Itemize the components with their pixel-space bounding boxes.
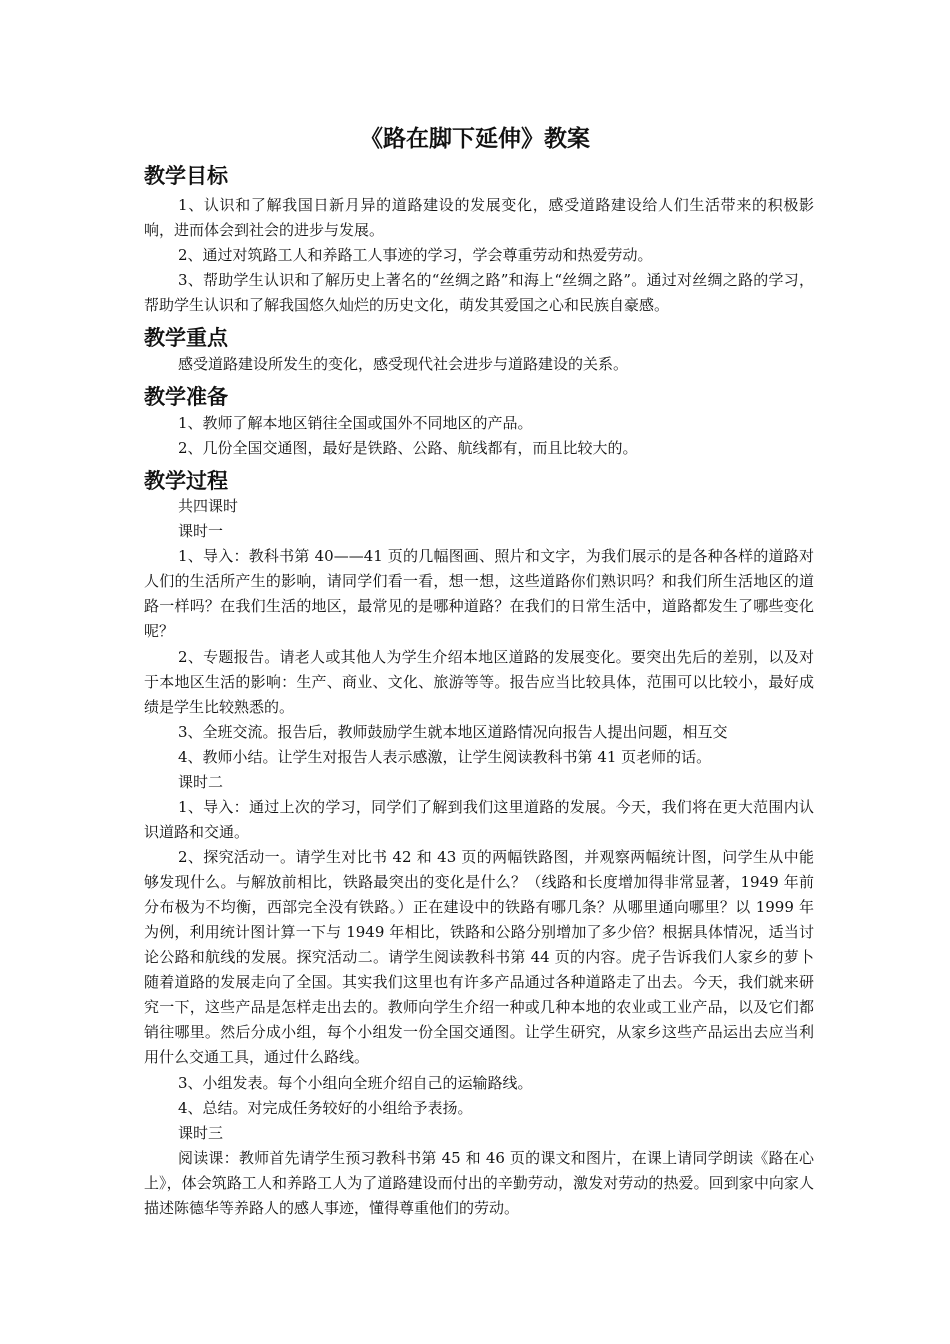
focus-item-1: 感受道路建设所发生的变化，感受现代社会进步与道路建设的关系。 — [178, 355, 629, 373]
heading-focus: 教学重点 — [144, 326, 228, 350]
heading-process: 教学过程 — [144, 469, 228, 493]
prep-item-2: 2、几份全国交通图，最好是铁路、公路、航线都有，而且比较大的。 — [178, 439, 638, 457]
process-item-1: 共四课时 — [178, 497, 239, 515]
goals-item-3: 3、帮助学生认识和了解历史上著名的“丝绸之路”和海上“丝绸之路”。通过对丝绸之路的学习，帮助学生认识和了解我国悠久灿烂的历史文化，萌发其爱国之心和民族自豪感。 — [144, 271, 814, 314]
heading-goals: 教学目标 — [144, 164, 228, 188]
process-item-4: 2、专题报告。请老人或其他人为学生介绍本地区道路的发展变化。要突出先后的差别，以及对于本地区生活的影响：生产、商业、文化、旅游等等。报告应当比较具体，范围可以比较小，最好成绩是学生比较熟悉的。 — [144, 648, 814, 716]
process-item-13: 阅读课：教师首先请学生预习教科书第 45 和 46 页的课文和图片，在课上请同学朗读《路在心上》，体会筑路工人和养路工人为了道路建设而付出的辛勤劳动，激发对劳动的热爱。回到家中向家人描述陈德华等养路人的感人事迹，懂得尊重他们的劳动。 — [144, 1149, 814, 1217]
heading-prep: 教学准备 — [144, 385, 228, 409]
process-item-12: 课时三 — [178, 1124, 224, 1142]
process-item-11: 4、总结。对完成任务较好的小组给予表扬。 — [178, 1099, 473, 1117]
goals-item-1: 1、认识和了解我国日新月异的道路建设的发展变化，感受道路建设给人们生活带来的积极影响，进而体会到社会的进步与发展。 — [144, 196, 814, 239]
goals-item-2: 2、通过对筑路工人和养路工人事迹的学习，学会尊重劳动和热爱劳动。 — [178, 246, 653, 264]
document-title: 《路在脚下延伸》教案 — [360, 126, 590, 152]
process-item-9: 2、探究活动一。请学生对比书 42 和 43 页的两幅铁路图，并观察两幅统计图，问学生从中能够发现什么。与解放前相比，铁路最突出的变化是什么？（线路和长度增加得非常显著，1949 年前分布极为不均衡，西部完全没有铁路。）正在建设中的铁路有哪几条？从哪里通向哪里？以 1999 年为例，利用统计图计算一下与 1949 年相比，铁路和公路分别增加了多少倍？根据具体情况，适当讨论公路和航线的发展。探究活动二。请学生阅读教科书第 44 页的内容。虎子告诉我们人家乡的萝卜随着道路的发展走向了全国。其实我们这里也有许多产品通过各种道路走了出去。今天，我们就来研究一下，这些产品是怎样走出去的。教师向学生介绍一种或几种本地的农业或工业产品，以及它们都销往哪里。然后分成小组，每个小组发一份全国交通图。让学生研究，从家乡这些产品运出去应当利用什么交通工具，通过什么路线。 — [144, 848, 814, 1066]
process-item-6: 4、教师小结。让学生对报告人表示感激，让学生阅读教科书第 41 页老师的话。 — [178, 748, 712, 766]
process-item-8: 1、导入：通过上次的学习，同学们了解到我们这里道路的发展。今天，我们将在更大范围内认识道路和交通。 — [144, 798, 814, 841]
process-item-5: 3、全班交流。报告后，教师鼓励学生就本地区道路情况向报告人提出问题，相互交 — [178, 723, 728, 741]
process-item-7: 课时二 — [178, 773, 224, 791]
process-item-3: 1、导入：教科书第 40——41 页的几幅图画、照片和文字，为我们展示的是各种各样的道路对人们的生活所产生的影响，请同学们看一看，想一想，这些道路你们熟识吗？和我们所生活地区的道路一样吗？在我们生活的地区，最常见的是哪种道路？在我们的日常生活中，道路都发生了哪些变化呢？ — [144, 547, 814, 640]
process-item-2: 课时一 — [178, 522, 224, 540]
process-item-10: 3、小组发表。每个小组向全班介绍自己的运输路线。 — [178, 1074, 533, 1092]
prep-item-1: 1、教师了解本地区销往全国或国外不同地区的产品。 — [178, 414, 533, 432]
